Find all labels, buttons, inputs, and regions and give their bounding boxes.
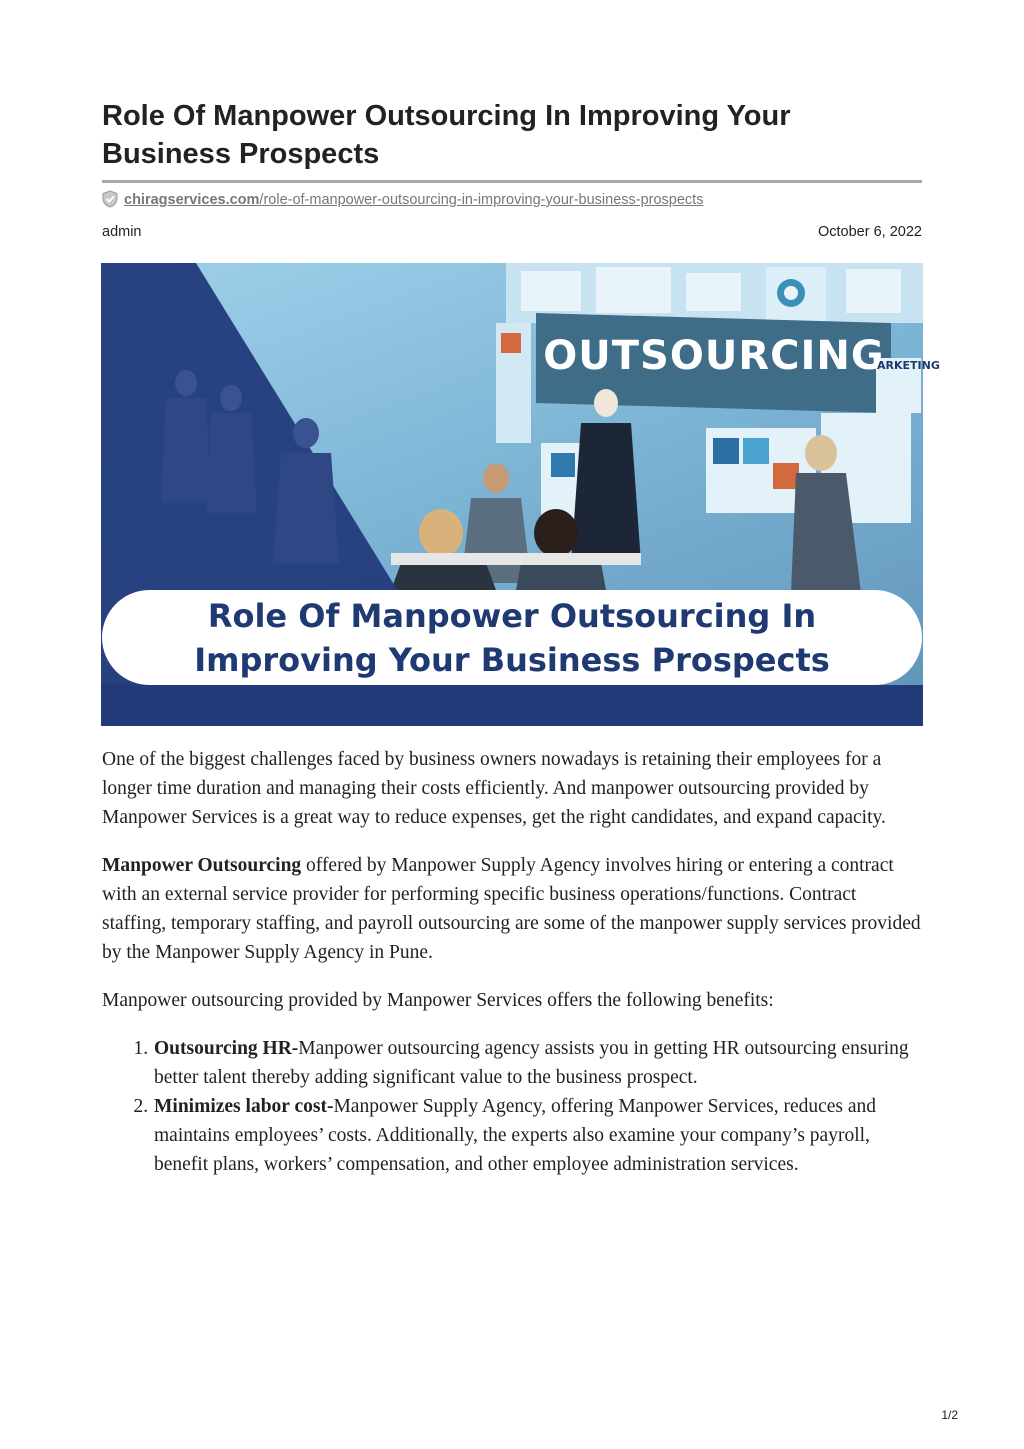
list-item: [153, 1034, 924, 1092]
hero-image: [101, 263, 940, 726]
hero-side-text: ARKETING: [877, 359, 940, 372]
list-item-title: Outsourcing HR-: [154, 1038, 299, 1059]
list-item-text: Manpower Supply Agency, offering Manpower Services, reduces and maintains employees’ costs. Additionally, the experts also examine your company’s payroll, benefit plans, workers’ compensation, and other employee administration services.: [154, 1096, 877, 1175]
hero-banner-text: OUTSOURCING: [543, 333, 885, 379]
publish-date: October 6, 2022: [818, 224, 922, 240]
paragraph-definition: [102, 851, 924, 967]
page-title: Role Of Manpower Outsourcing In Improving Your Business Prospects: [102, 100, 791, 170]
hero-pill-text: Role Of Manpower Outsourcing In Improving Your Business Prospects: [194, 596, 830, 679]
paragraph-intro: One of the biggest challenges faced by business owners nowadays is retaining their employees for a longer time duration and managing their costs efficiently. And manpower outsourcing provided by Manpower Services is a great way to reduce expenses, get the right candidates, and expand capacity.: [102, 749, 886, 828]
page-number: 1/2: [941, 1408, 958, 1422]
source-path: /role-of-manpower-outsourcing-in-improving-your-business-prospects: [259, 192, 704, 208]
shield-check-icon: [102, 190, 118, 214]
paragraph-definition-lead: Manpower Outsourcing: [102, 855, 302, 876]
list-item-title: Minimizes labor cost-: [154, 1096, 334, 1117]
benefits-list: [102, 1034, 924, 1179]
source-line: [102, 190, 703, 210]
paragraph-definition-text: offered by Manpower Supply Agency involves hiring or entering a contract with an external service provider for performing specific business operations/functions. Contract staffing, temporary staffing, and payroll outsourcing are some of the manpower supply services provided by the Manpower Supply Agency in Pune.: [102, 855, 921, 963]
source-domain: chiragservices.com: [124, 192, 260, 208]
list-item: [153, 1092, 924, 1179]
source-link[interactable]: [124, 192, 703, 208]
hero-title-pill: [102, 590, 922, 685]
title-divider: [102, 180, 922, 183]
list-item-text: Manpower outsourcing agency assists you in getting HR outsourcing ensuring better talent thereby adding significant value to the business prospect.: [154, 1038, 909, 1088]
article-body: [102, 745, 924, 1179]
author-name: admin: [102, 224, 142, 240]
paragraph-benefits-intro: Manpower outsourcing provided by Manpower Services offers the following benefits:: [102, 990, 774, 1011]
